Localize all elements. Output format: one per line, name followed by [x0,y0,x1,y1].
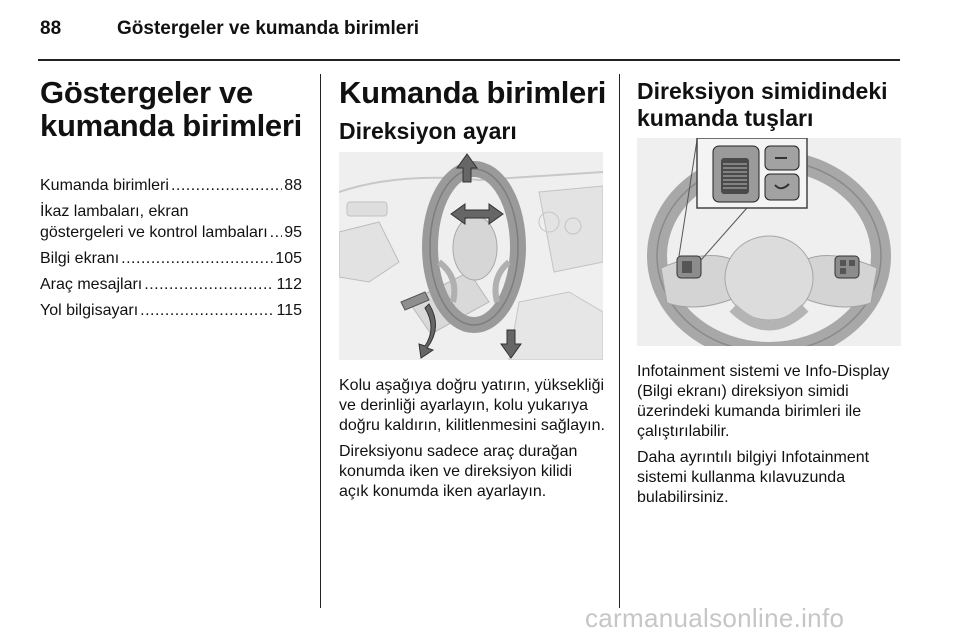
toc-entry-title-line1: İkaz lambaları, ekran [40,203,189,220]
table-of-contents [40,175,302,326]
toc-entry[interactable] [40,201,302,243]
toc-entry-title: Yol bilgisayarı [40,302,139,319]
toc-entry[interactable] [40,274,302,295]
steering-adjustment-svg [339,152,603,360]
chapter-title-line2: kumanda birimleri [40,108,302,143]
section-title-right-line1: Direksiyon simidindeki [637,78,888,104]
toc-leader [171,175,282,196]
toc-entry-title: Bilgi ekranı [40,250,120,267]
toc-leader [144,274,274,295]
right-body-text [637,362,903,514]
steering-controls-illustration [637,138,901,346]
chapter-title [40,76,302,142]
toc-entry-page: 95 [284,224,302,241]
toc-leader [140,300,274,321]
toc-entry-page: 105 [275,250,302,267]
toc-leader [270,222,283,243]
toc-entry-page: 112 [276,276,302,293]
watermark: carmanualsonline.info [585,603,845,633]
section-subtitle: Direksiyon ayarı [339,118,517,144]
toc-entry-title: Araç mesajları [40,276,143,293]
page-number: 88 [40,18,62,39]
toc-entry-title: Kumanda birimleri [40,177,169,194]
toc-entry-page: 115 [276,302,302,319]
toc-entry[interactable] [40,248,302,269]
middle-paragraph-2: Direksiyonu sadece araç durağan konumda iken ve direksiyon kilidi açık konumda iken ayarlayın. [339,443,578,500]
toc-entry[interactable] [40,175,302,196]
column-divider-1 [320,74,321,608]
steering-adjustment-illustration [339,152,603,360]
right-paragraph-1: Infotainment sistemi ve Info-Display (Bilgi ekranı) direksiyon simidi üzerindeki kumanda birimleri ile çalıştırılabilir. [637,363,890,440]
toc-entry-title: göstergeleri ve kontrol lambaları [40,224,268,241]
section-title: Kumanda birimleri [339,75,607,110]
toc-entry-page: 88 [284,177,302,194]
toc-entry[interactable] [40,300,302,321]
right-paragraph-2: Daha ayrıntılı bilgiyi Infotainment sistemi kullanma kılavuzunda bulabilirsiniz. [637,449,870,506]
running-title: Göstergeler ve kumanda birimleri [117,18,420,39]
section-title-right-line2: kumanda tuşları [637,105,814,131]
toc-leader [121,248,273,269]
header-rule [38,59,900,61]
middle-body-text [339,376,605,508]
column-divider-2 [619,74,620,608]
section-title-right [637,78,888,132]
steering-controls-svg [637,138,901,346]
chapter-title-line1: Göstergeler ve [40,75,253,110]
middle-paragraph-1: Kolu aşağıya doğru yatırın, yüksekliği ve derinliği ayarlayın, kolu yukarıya doğru kaldırın, kilitlenmesini sağlayın. [339,377,605,434]
